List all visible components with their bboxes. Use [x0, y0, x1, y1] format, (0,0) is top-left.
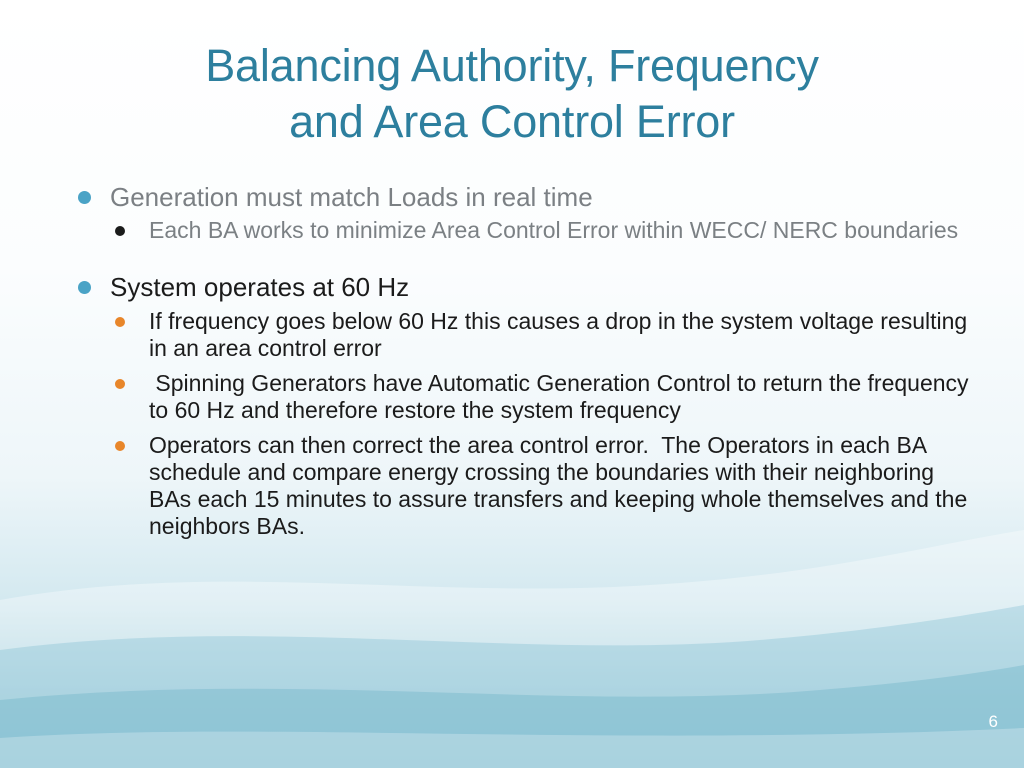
subbullet-text: Operators can then correct the area control error. The Operators in each BA schedule and compare energy crossing the boundaries with their neighboring BAs each 15 minutes to assure transfers and keeping whole themselves and the neighbors BAs. [149, 432, 974, 539]
slide-content [76, 182, 976, 540]
level1-bullet-icon [78, 281, 91, 294]
level2-bullet-icon [115, 379, 125, 389]
level1-bullet-icon [78, 191, 91, 204]
title-line-2: and Area Control Error [289, 96, 735, 147]
title-line-1: Balancing Authority, Frequency [205, 40, 819, 91]
subbullet-spinning-generators [76, 370, 976, 424]
page-number: 6 [988, 712, 998, 731]
bullet-text: Generation must match Loads in real time [110, 182, 593, 212]
subbullet-frequency-drop [76, 308, 976, 362]
bullet-generation-loads [76, 182, 976, 212]
slide-title [60, 38, 964, 150]
bullet-system-60hz [76, 272, 976, 302]
subbullet-text: Spinning Generators have Automatic Generation Control to return the frequency to 60 Hz and therefore restore the system frequency [149, 370, 975, 423]
subbullet-text: Each BA works to minimize Area Control Error within WECC/ NERC boundaries [149, 217, 959, 243]
subbullet-text: If frequency goes below 60 Hz this causes a drop in the system voltage resulting in an area control error [149, 308, 968, 361]
subbullet-ba-minimize-ace [76, 217, 976, 244]
bullet-text: System operates at 60 Hz [110, 272, 410, 302]
level2-bullet-icon [115, 226, 125, 236]
level2-bullet-icon [115, 441, 125, 451]
level2-bullet-icon [115, 317, 125, 327]
subbullet-operators-correct [76, 432, 976, 540]
